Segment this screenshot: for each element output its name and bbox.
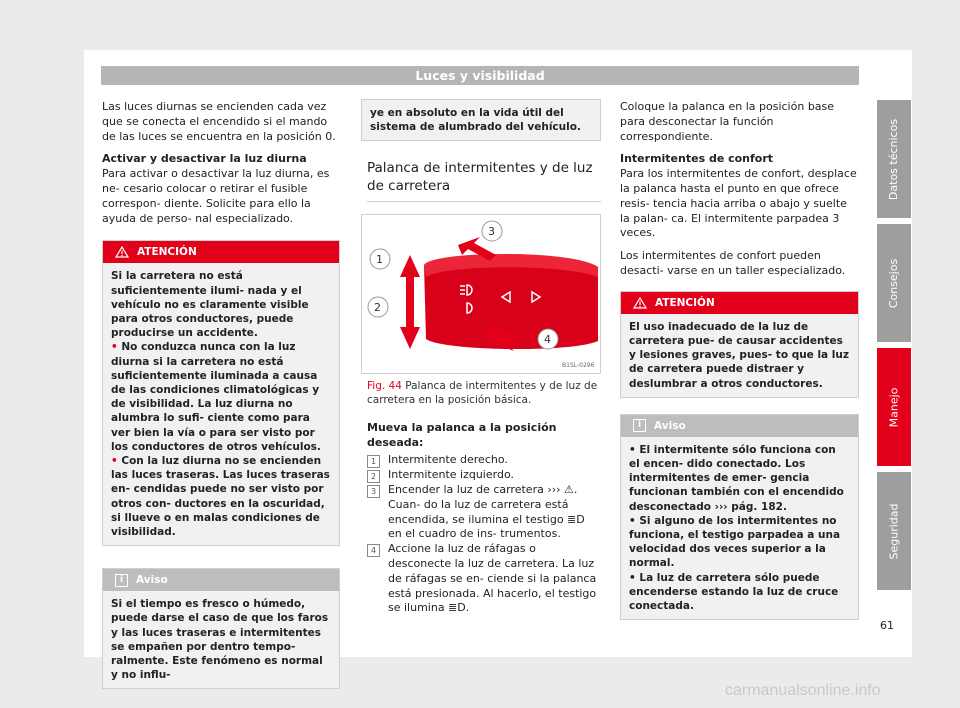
page-number: 61 bbox=[880, 619, 894, 632]
notice-label: Aviso bbox=[654, 419, 686, 432]
list-item: • Si alguno de los intermitentes no funciona, el testigo parpadea a una velocidad dos veces superior a la normal. bbox=[629, 514, 841, 570]
tab-datos-tecnicos[interactable]: Datos técnicos bbox=[877, 100, 911, 218]
notice-body bbox=[621, 437, 858, 619]
subheading: Activar y desactivar la luz diurna bbox=[102, 152, 307, 166]
figure-caption: Fig. 44 Palanca de intermitentes y de luz de carretera en la posición básica. bbox=[367, 380, 598, 406]
warning-header bbox=[103, 241, 339, 263]
notice-box bbox=[102, 568, 340, 689]
list-item: • El intermitente sólo funciona con el encen- dido conectado. Los intermitentes de emer- gencia funcionan también con el encendido desconectado ››› pág. 182. bbox=[629, 443, 844, 513]
page-header: Luces y visibilidad bbox=[101, 66, 859, 85]
bullet-icon: • bbox=[111, 455, 122, 468]
warning-body bbox=[103, 263, 339, 545]
figure-label-4: 4 bbox=[544, 333, 551, 347]
figure-label-1: 1 bbox=[376, 253, 383, 267]
list-item: • La luz de carretera sólo puede encenderse estando la luz de cruce conectada. bbox=[629, 571, 839, 613]
subheading: Intermitentes de confort bbox=[620, 152, 774, 166]
warning-label: ATENCIÓN bbox=[137, 246, 197, 259]
figure-label-3: 3 bbox=[488, 225, 495, 239]
notice-body: Si el tiempo es fresco o húmedo, puede darse el caso de que los faros y las luces traseras e intermitentes se empañen por dentro tempo- ralmente. Este fenómeno es normal y no influ- bbox=[111, 598, 329, 682]
warning-box bbox=[102, 240, 340, 546]
figure-label-2: 2 bbox=[374, 301, 381, 315]
list-item: • No conduzca nunca con la luz diurna si la carretera no está suficientemente iluminada a causa de las condiciones climatológicas y de visibilidad. La luz diurna no alumbra lo sufi- ciente como para ver bien la vía o para ser visto por los conductores de otros vehículos. bbox=[111, 341, 321, 453]
steps-title: Mueva la palanca a la posición deseada: bbox=[367, 421, 557, 450]
paragraph: Coloque la palanca en la posición base para desconectar la función correspondiente. bbox=[620, 100, 835, 143]
list-item: • Con la luz diurna no se encienden las luces traseras. Las luces traseras en- cendidas puede no ser visto por otros con- ductores en la oscuridad, si llueve o en malas condiciones de visibilidad. bbox=[111, 455, 330, 539]
warning-triangle-icon bbox=[633, 297, 647, 309]
warning-intro: Si la carretera no está suficientemente ilumi- nada y el vehículo no es claramente visible para otros conductores, puede producirse un accidente. bbox=[111, 270, 309, 340]
warning-box bbox=[620, 291, 859, 398]
section-title: Palanca de intermitentes y de luz de carretera bbox=[367, 159, 601, 202]
column-1 bbox=[102, 100, 340, 705]
paragraph: Para activar o desactivar la luz diurna, es ne- cesario colocar o retirar el fusible correspon- diente. Solicite para ello la ayuda de perso- nal especializado. bbox=[102, 167, 330, 225]
figure-turn-signal-lever bbox=[361, 214, 601, 374]
warning-triangle-icon bbox=[115, 246, 129, 258]
list-item: 3 Encender la luz de carretera ››› ⚠. Cuan- do la luz de carretera está encendida, se ilumina el testigo ≣D en el cuadro de ins- trumentos. bbox=[367, 483, 601, 542]
paragraph: Las luces diurnas se encienden cada vez que se conecta el encendido si el mando de las luces se encuentra en la posición 0. bbox=[102, 100, 336, 143]
list-item: 2 Intermitente izquierdo. bbox=[367, 468, 601, 483]
tab-seguridad[interactable]: Seguridad bbox=[877, 472, 911, 590]
notice-header bbox=[103, 569, 339, 591]
bullet-icon: • bbox=[111, 341, 122, 354]
info-icon: i bbox=[633, 419, 646, 432]
bullet-icon: • bbox=[629, 443, 640, 456]
bullet-icon: • bbox=[629, 571, 640, 584]
tab-manejo[interactable]: Manejo bbox=[877, 348, 911, 466]
notice-box bbox=[620, 414, 859, 620]
list-item: 4 Accione la luz de ráfagas o desconecte la luz de carretera. La luz de ráfagas se en- ciende si la palanca está presionada. Al hacerlo, el testigo se ilumina ≣D. bbox=[367, 542, 601, 616]
warning-body: El uso inadecuado de la luz de carretera pue- de causar accidentes y lesiones graves, pues- to que la luz de carretera puede distraer y deslumbrar a otros conductores. bbox=[629, 320, 849, 390]
paragraph: Para los intermitentes de confort, desplace la palanca hasta el punto en que ofrece resis- tencia hacia arriba o abajo y suelte la palan- ca. El intermitente parpadea 3 veces. bbox=[620, 167, 857, 240]
column-2 bbox=[361, 99, 601, 616]
figure-number: Fig. 44 bbox=[367, 380, 402, 393]
warning-label: ATENCIÓN bbox=[655, 296, 715, 309]
bullet-icon: • bbox=[629, 514, 640, 527]
warning-header bbox=[621, 292, 858, 314]
list-item: 1 Intermitente derecho. bbox=[367, 453, 601, 468]
notice-label: Aviso bbox=[136, 574, 168, 587]
watermark: carmanualsonline.info bbox=[725, 682, 881, 699]
figure-code: B1SL-0296 bbox=[562, 362, 595, 370]
notice-continuation: ye en absoluto en la vida útil del sistema de alumbrado del vehículo. bbox=[370, 107, 581, 134]
notice-continuation-box bbox=[361, 99, 601, 141]
notice-header bbox=[621, 415, 858, 437]
info-icon: i bbox=[115, 574, 128, 587]
lever-illustration bbox=[362, 215, 600, 373]
paragraph: Los intermitentes de confort pueden desacti- varse en un taller especializado. bbox=[620, 249, 846, 277]
tab-consejos[interactable]: Consejos bbox=[877, 224, 911, 342]
column-3 bbox=[620, 100, 859, 636]
